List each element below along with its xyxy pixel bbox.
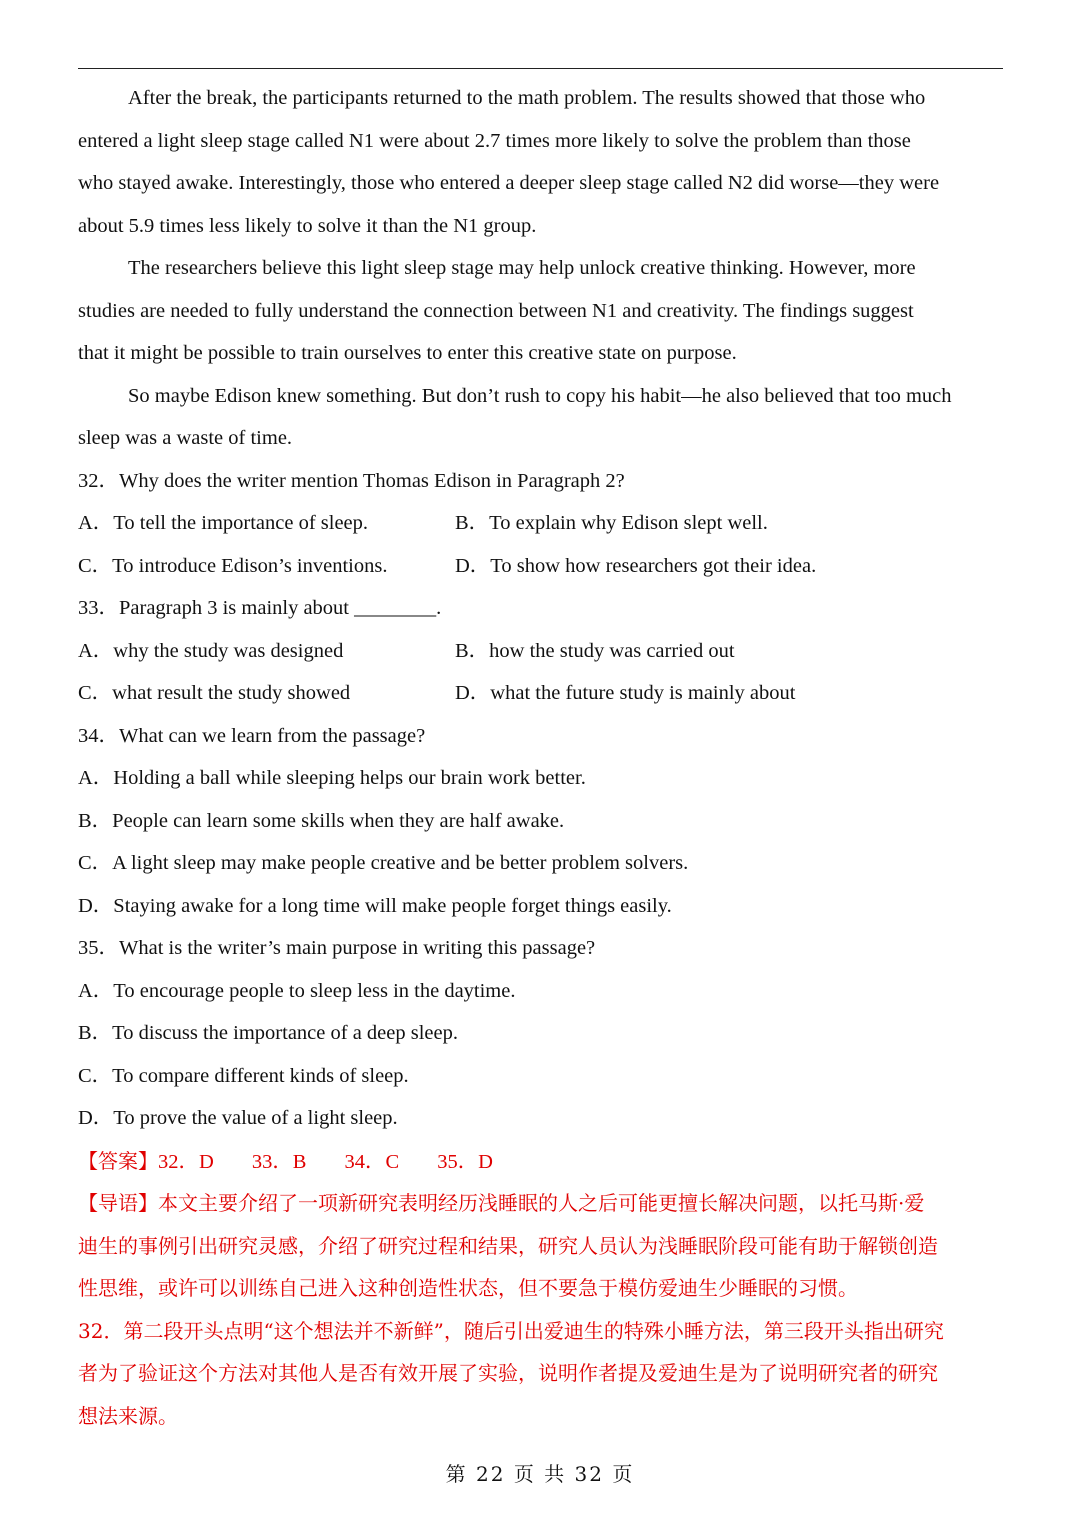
option-c: C．To compare different kinds of sleep. [78,1064,409,1087]
question-stem: 33．Paragraph 3 is mainly about ________. [78,597,442,619]
option-row [78,502,1008,545]
explanation-32 [78,1310,1008,1438]
option-row [78,672,1008,715]
answer-33: 33．B [251,1150,307,1173]
guide-line: 迪生的事例引出研究灵感，介绍了研究过程和结果，研究人员认为浅睡眠阶段可能有助于解锁创造 [78,1233,938,1258]
explanation-line: 者为了验证这个方法对其他人是否有效开展了实验，说明作者提及爱迪生是为了说明研究者的研究 [78,1361,938,1385]
paragraph-line: about 5.9 times less likely to solve it than the N1 group. [78,214,537,237]
paragraph-line: sleep was a waste of time. [78,427,293,449]
option-c: C．what result the study showed [78,682,351,704]
page-footer: 第 22 页 共 32 页 [445,1462,635,1486]
paragraph [78,77,1008,247]
explanation-line: 32．第二段开头点明“这个想法并不新鲜”，随后引出爱迪生的特殊小睡方法，第三段开头指出研究 [78,1318,944,1343]
option-d: D．what the future study is mainly about [455,682,796,704]
header-rule [78,68,1003,69]
guide-section [78,1182,1008,1310]
page-content [78,77,1008,1437]
paragraph-line: So maybe Edison knew something. But don’t rush to copy his habit—he also believed that too much [128,384,952,407]
answer-label: 【答案】 [78,1148,158,1173]
option-a: A．To encourage people to sleep less in the daytime. [78,979,516,1002]
question-32 [78,460,1008,588]
option-b: B．People can learn some skills when they are half awake. [78,809,565,832]
paragraph [78,247,1008,375]
paragraph-line: that it might be possible to train ourselves to enter this creative state on purpose. [78,342,737,364]
option-b: B．To explain why Edison slept well. [455,512,768,534]
option-b: B．how the study was carried out [455,639,735,662]
paragraph-line: who stayed awake. Interestingly, those who entered a deeper sleep stage called N2 did worse—they were [78,172,940,194]
question-34 [78,715,1008,928]
guide-line: 性思维，或许可以训练自己进入这种创造性状态，但不要急于模仿爱迪生少睡眠的习惯。 [78,1276,858,1300]
option-a: A．To tell the importance of sleep. [78,512,369,534]
paragraph-line: entered a light sleep stage called N1 were about 2.7 times more likely to solve the problem than those [78,129,911,152]
option-row [78,630,1008,673]
paragraph-line: After the break, the participants returned to the math problem. The results showed that those who [128,87,926,109]
question-stem: 35．What is the writer’s main purpose in writing this passage? [78,937,596,959]
answer-34: 34．C [344,1150,400,1173]
answer-32: 32．D [158,1150,214,1173]
option-d: D．To prove the value of a light sleep. [78,1107,398,1129]
question-stem: 34．What can we learn from the passage? [78,724,426,747]
option-d: D．Staying awake for a long time will make people forget things easily. [78,894,672,917]
paragraph-line: The researchers believe this light sleep stage may help unlock creative thinking. However, more [128,257,916,279]
option-d: D．To show how researchers got their idea. [455,554,817,577]
option-c: C．To introduce Edison’s inventions. [78,554,388,577]
explanation-line: 想法来源。 [78,1403,178,1428]
option-a: A．Holding a ball while sleeping helps our brain work better. [78,767,586,789]
paragraph [78,375,1008,460]
answer-key [78,1140,1008,1183]
question-33 [78,587,1008,715]
question-35 [78,927,1008,1140]
option-c: C．A light sleep may make people creative and be better problem solvers. [78,852,689,874]
question-stem: 32．Why does the writer mention Thomas Edison in Paragraph 2? [78,469,625,492]
option-row [78,545,1008,588]
guide-line: 【导语】本文主要介绍了一项新研究表明经历浅睡眠的人之后可能更擅长解决问题，以托马斯·爱 [78,1191,925,1215]
answer-35: 35．D [437,1150,493,1173]
option-b: B．To discuss the importance of a deep sleep. [78,1022,458,1044]
paragraph-line: studies are needed to fully understand the connection between N1 and creativity. The findings suggest [78,299,914,322]
option-a: A．why the study was designed [78,639,344,662]
